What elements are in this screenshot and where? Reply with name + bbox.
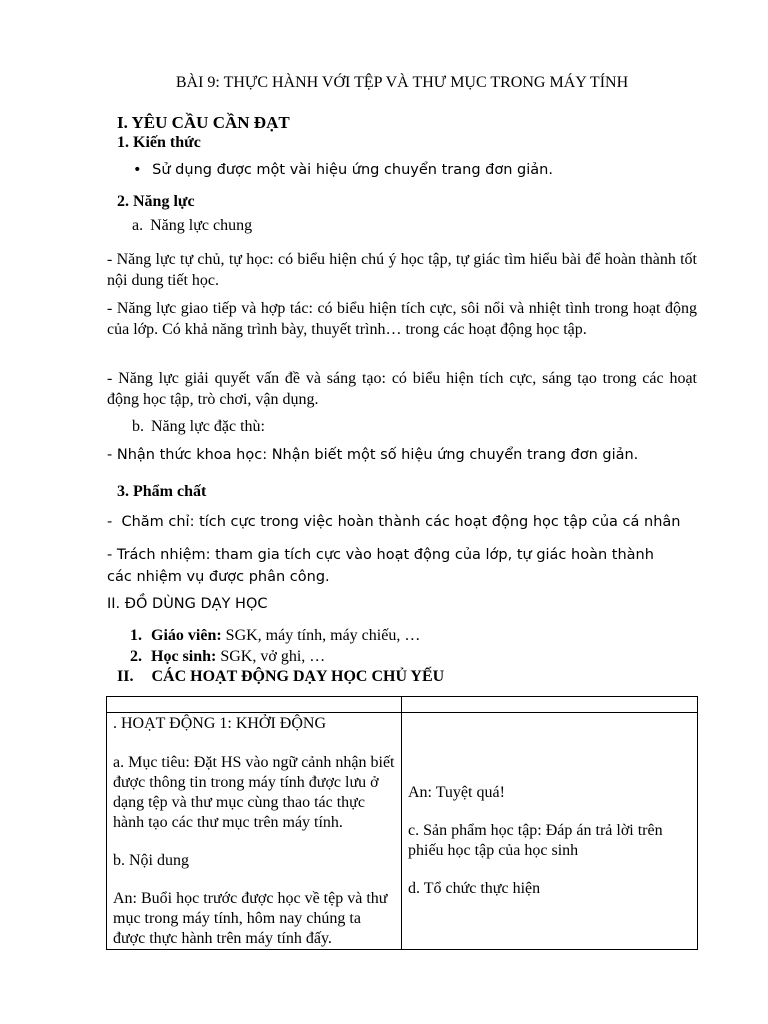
- bullet-icon: •: [133, 162, 142, 178]
- list-letter: a.: [132, 217, 144, 234]
- diligence-text: - Chăm chỉ: tích cực trong việc hoàn thành các hoạt động học tập của cá nhân: [107, 514, 681, 530]
- activity-objective: a. Mục tiêu: Đặt HS vào ngữ cảnh nhận biết được thông tin trong máy tính được lưu ở dạng tệp và thư mục cùng thao tác thực hành tạo các thư mục trên máy tính.: [113, 754, 395, 831]
- activity-title: . HOẠT ĐỘNG 1: KHỞI ĐỘNG: [113, 715, 327, 732]
- section-label: CÁC HOẠT ĐỘNG DẠY HỌC CHỦ YẾU: [151, 668, 445, 685]
- student-reply: An: Tuyệt quá!: [408, 784, 505, 801]
- table-cell-right: [402, 713, 698, 950]
- subheading-label: Năng lực: [133, 193, 195, 210]
- section-heading-requirements: I. YÊU CẦU CẦN ĐẠT: [117, 113, 290, 132]
- list-label: Giáo viên:: [151, 627, 222, 644]
- knowledge-bullet: [133, 162, 553, 178]
- section-number: II.: [117, 668, 134, 685]
- subheading-competence: [117, 193, 195, 211]
- subheading-number: 1.: [117, 134, 129, 151]
- specific-competence-text: - Nhận thức khoa học: Nhận biết một số hiệu ứng chuyển trang đơn giản.: [107, 447, 639, 463]
- subheading-knowledge: [117, 134, 201, 152]
- activity-dialogue: An: Buổi học trước được học về tệp và thư mục trong máy tính, hôm nay chúng ta được thực hành trên máy tính đấy.: [113, 890, 388, 947]
- section-heading-materials: II. ĐỒ DÙNG DẠY HỌC: [107, 596, 268, 612]
- subheading-number: 2.: [117, 193, 129, 210]
- list-text: SGK, vở ghi, …: [216, 648, 326, 665]
- table-cell: [107, 697, 402, 713]
- specific-competence-label: [132, 418, 265, 436]
- table-cell-left: [107, 713, 402, 950]
- subheading-label: Kiến thức: [133, 134, 201, 151]
- table-cell: [402, 697, 698, 713]
- list-text: SGK, máy tính, máy chiếu, …: [221, 627, 421, 644]
- competence-paragraph: - Năng lực tự chủ, tự học: có biểu hiện chú ý học tập, tự giác tìm hiểu bài để hoàn thành tốt nội dung tiết học.: [107, 251, 697, 289]
- table-header-row: [107, 697, 698, 713]
- competence-paragraph: - Năng lực giải quyết vấn đề và sáng tạo: có biểu hiện tích cực, sáng tạo trong các hoạt động học tập, trò chơi, vận dụng.: [107, 370, 697, 408]
- table-row: [107, 713, 698, 950]
- list-number: 1.: [130, 627, 142, 644]
- section-heading-activities: [117, 668, 444, 686]
- responsibility-text: - Trách nhiệm: tham gia tích cực vào hoạt động của lớp, tự giác hoàn thành các nhiệm vụ được phân công.: [107, 547, 654, 585]
- organization: d. Tổ chức thực hiện: [408, 880, 541, 897]
- competence-paragraph: - Năng lực giao tiếp và hợp tác: có biểu hiện tích cực, sôi nổi và nhiệt tình trong hoạt động của lớp. Có khả năng trình bày, thuyết trình… trong các hoạt động học tập.: [107, 300, 697, 338]
- list-letter: b.: [132, 418, 144, 435]
- list-label: Năng lực chung: [150, 217, 253, 234]
- list-label: Năng lực đặc thù:: [151, 418, 265, 435]
- list-label: Học sinh:: [151, 648, 217, 665]
- subheading-qualities: [117, 483, 206, 501]
- subheading-label: Phẩm chất: [133, 483, 207, 500]
- subheading-number: 3.: [117, 483, 129, 500]
- materials-item-student: [130, 648, 325, 666]
- materials-item-teacher: [130, 627, 420, 645]
- activities-table: [106, 696, 698, 950]
- knowledge-bullet-text: Sử dụng được một vài hiệu ứng chuyển trang đơn giản.: [152, 162, 553, 178]
- document-title: BÀI 9: THỰC HÀNH VỚI TỆP VÀ THƯ MỤC TRONG MÁY TÍNH: [175, 74, 629, 91]
- list-number: 2.: [130, 648, 142, 665]
- activity-content: b. Nội dung: [113, 852, 189, 869]
- learning-product: c. Sản phẩm học tập: Đáp án trả lời trên phiếu học tập của học sinh: [408, 822, 663, 859]
- general-competence-label: [132, 217, 252, 235]
